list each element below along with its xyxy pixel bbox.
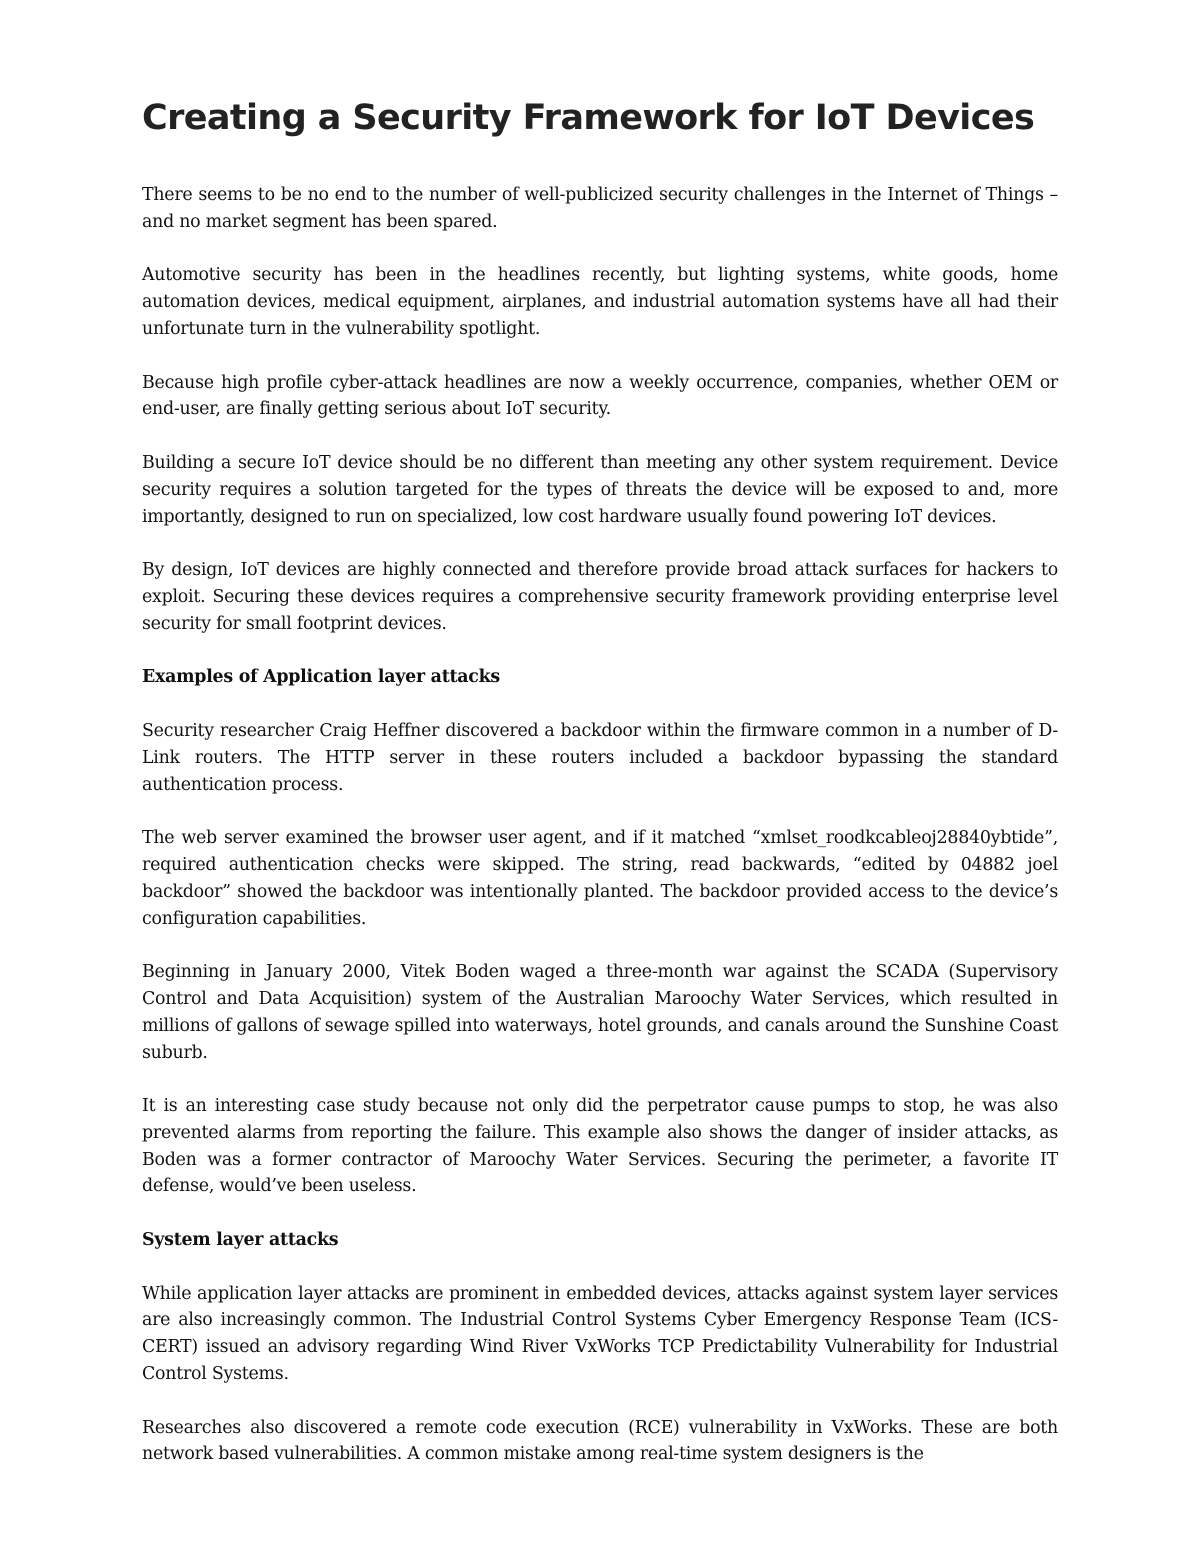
section-heading-application-layer: Examples of Application layer attacks [142, 667, 500, 688]
section-heading-system-layer: System layer attacks [142, 1230, 339, 1251]
paragraph: Building a secure IoT device should be no different than meeting any other system requirement. Device security requires a solution targeted for the types of threats the device will be exposed to and, more importantly, designed to run on specialized, low cost hardware usually found powering IoT devices. [142, 452, 1058, 527]
paragraph: There seems to be no end to the number of well-publicized security challenges in the Internet of Things – and no market segment has been spared. [142, 185, 1058, 232]
document-page [142, 92, 1058, 1495]
paragraph: Security researcher Craig Heffner discovered a backdoor within the firmware common in a number of D-Link routers. The HTTP server in these routers included a backdoor bypassing the standard authentication process. [142, 720, 1058, 795]
paragraph: Because high profile cyber-attack headlines are now a weekly occurrence, companies, whether OEM or end-user, are finally getting serious about IoT security. [142, 372, 1058, 420]
paragraph: Automotive security has been in the headlines recently, but lighting systems, white goods, home automation devices, medical equipment, airplanes, and industrial automation systems have all had their unfortunate turn in the vulnerability spotlight. [142, 265, 1058, 339]
paragraph: The web server examined the browser user agent, and if it matched “xmlset_roodkcableoj28840ybtide”, required authentication checks were skipped. The string, read backwards, “edited by 04882 joel backdoor” showed the backdoor was intentionally planted. The backdoor provided access to the device’s configuration capabilities. [142, 828, 1058, 929]
paragraph: Beginning in January 2000, Vitek Boden waged a three-month war against the SCADA (Supervisory Control and Data Acquisition) system of the Australian Maroochy Water Services, which resulted in millions of gallons of sewage spilled into waterways, hotel grounds, and canals around the Sunshine Coast suburb. [142, 962, 1058, 1063]
paragraph: By design, IoT devices are highly connected and therefore provide broad attack surfaces for hackers to exploit. Securing these devices requires a comprehensive security framework providing enterprise level security for small footprint devices. [142, 560, 1058, 634]
paragraph: Researches also discovered a remote code execution (RCE) vulnerability in VxWorks. These are both network based vulnerabilities. A common mistake among real-time system designers is the [142, 1417, 1058, 1465]
paragraph: It is an interesting case study because not only did the perpetrator cause pumps to stop, he was also prevented alarms from reporting the failure. This example also shows the danger of insider attacks, as Boden was a former contractor of Maroochy Water Services. Securing the perimeter, a favorite IT defense, would’ve been useless. [142, 1096, 1058, 1197]
paragraph: While application layer attacks are prominent in embedded devices, attacks against system layer services are also increasingly common. The Industrial Control Systems Cyber Emergency Response Team (ICS-CERT) issued an advisory regarding Wind River VxWorks TCP Predictability Vulnerability for Industrial Control Systems. [142, 1283, 1058, 1385]
document-title: Creating a Security Framework for IoT Devices [142, 98, 1035, 138]
